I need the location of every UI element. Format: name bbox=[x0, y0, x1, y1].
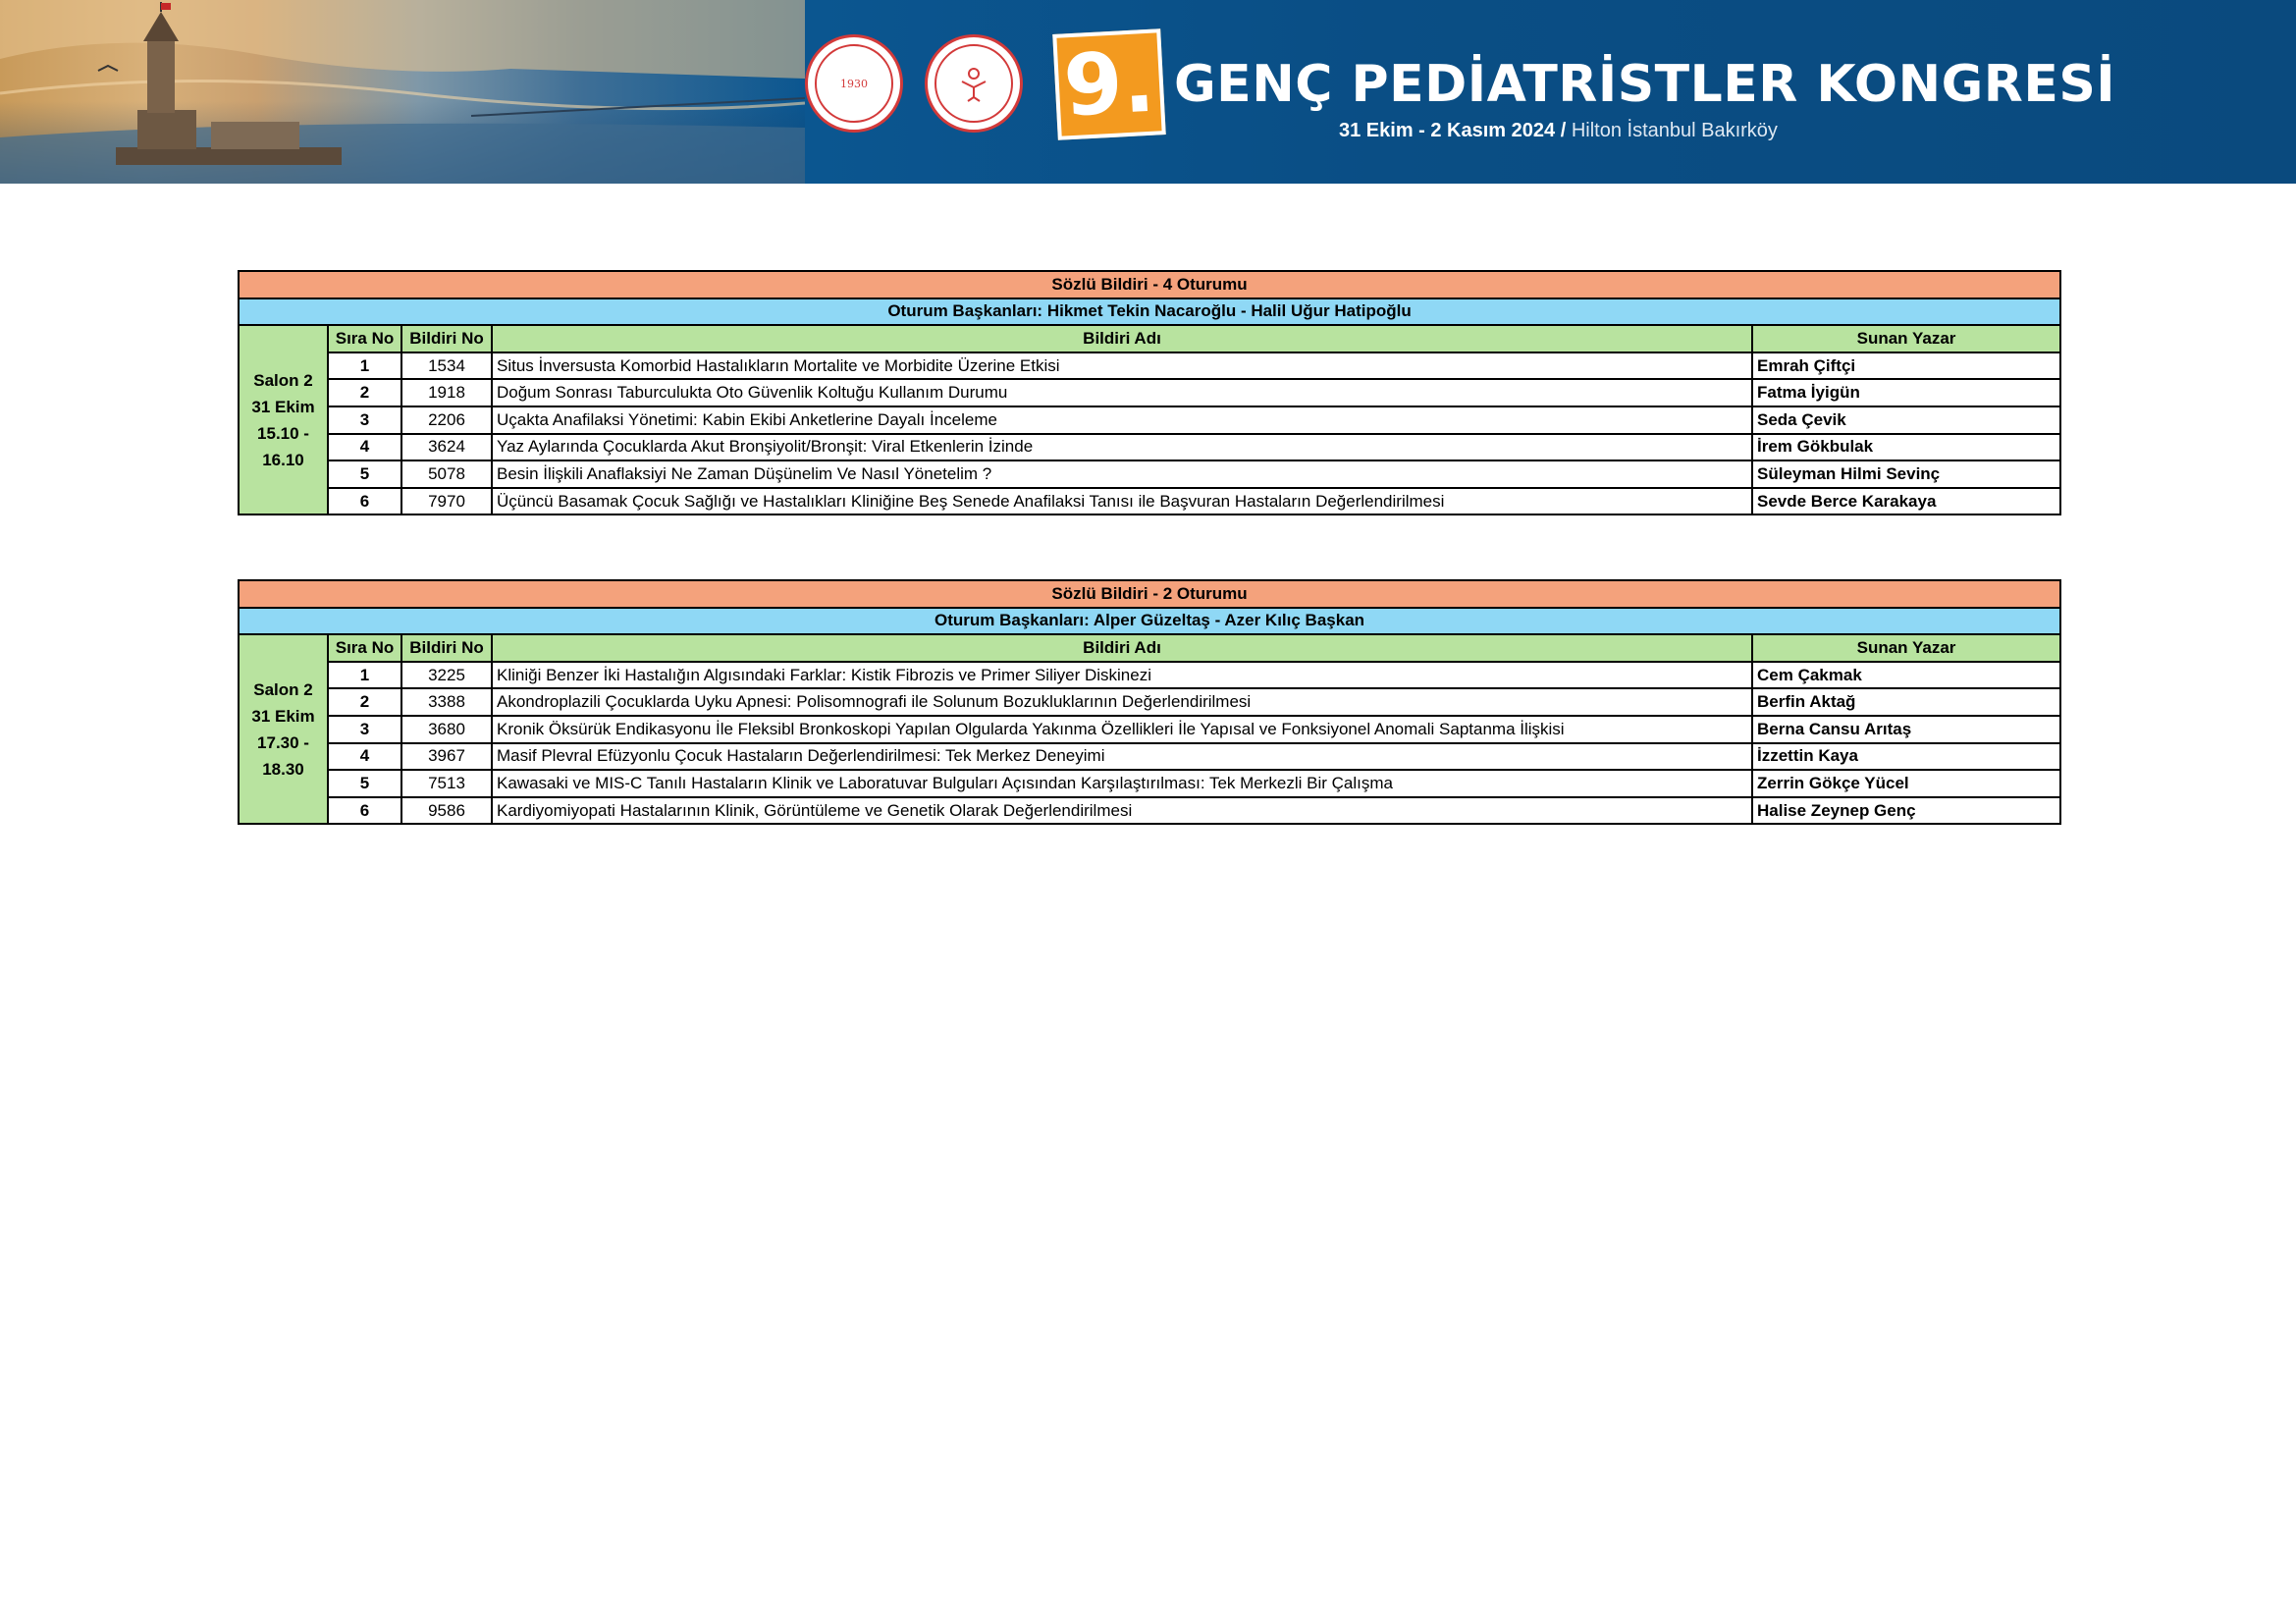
row-presenter: Cem Çakmak bbox=[1752, 662, 2060, 689]
row-order: 3 bbox=[328, 716, 401, 743]
table-row bbox=[239, 488, 2060, 515]
row-abstract-no: 3680 bbox=[401, 716, 492, 743]
congress-date: 31 Ekim - 2 Kasım 2024 bbox=[1339, 120, 1556, 141]
row-title: Kliniği Benzer İki Hastalığın Algısındaki Farklar: Kistik Fibrozis ve Primer Siliyer Diskinezi bbox=[492, 662, 1752, 689]
session-chairs: Oturum Başkanları: Hikmet Tekin Nacaroğlu - Halil Uğur Hatipoğlu bbox=[239, 298, 2060, 326]
turk-pediatri-kurumu-logo bbox=[805, 34, 903, 133]
session-table-2 bbox=[238, 579, 2061, 825]
congress-venue: Hilton İstanbul Bakırköy bbox=[1571, 120, 1778, 141]
row-abstract-no: 3225 bbox=[401, 662, 492, 689]
table-row bbox=[239, 406, 2060, 434]
session-time-end: 18.30 bbox=[262, 759, 304, 779]
row-abstract-no: 9586 bbox=[401, 797, 492, 825]
banner-photo-maidens-tower bbox=[0, 0, 805, 184]
session-table-1 bbox=[238, 270, 2061, 515]
table-row bbox=[239, 716, 2060, 743]
column-header-order: Sıra No bbox=[328, 325, 401, 352]
table-row bbox=[239, 379, 2060, 406]
session-day: 31 Ekim bbox=[251, 706, 315, 726]
room-name: Salon 2 bbox=[253, 679, 313, 699]
column-header-title: Bildiri Adı bbox=[492, 634, 1752, 662]
row-abstract-no: 1534 bbox=[401, 352, 492, 380]
row-order: 6 bbox=[328, 797, 401, 825]
column-header-abstract-no: Bildiri No bbox=[401, 325, 492, 352]
row-presenter: Sevde Berce Karakaya bbox=[1752, 488, 2060, 515]
logo-one-year: 1930 bbox=[840, 77, 868, 90]
table-row bbox=[239, 743, 2060, 771]
row-presenter: Zerrin Gökçe Yücel bbox=[1752, 770, 2060, 797]
congress-title: GENÇ PEDİATRİSTLER KONGRESİ bbox=[1174, 55, 2116, 114]
row-abstract-no: 5078 bbox=[401, 460, 492, 488]
row-order: 1 bbox=[328, 352, 401, 380]
row-abstract-no: 3624 bbox=[401, 434, 492, 461]
session-room-time bbox=[239, 325, 328, 514]
row-order: 3 bbox=[328, 406, 401, 434]
row-order: 2 bbox=[328, 379, 401, 406]
table-row bbox=[239, 770, 2060, 797]
session-title: Sözlü Bildiri - 4 Oturumu bbox=[239, 271, 2060, 298]
column-header-order: Sıra No bbox=[328, 634, 401, 662]
session-room-time bbox=[239, 634, 328, 824]
row-presenter: Emrah Çiftçi bbox=[1752, 352, 2060, 380]
row-presenter: İrem Gökbulak bbox=[1752, 434, 2060, 461]
column-header-abstract-no: Bildiri No bbox=[401, 634, 492, 662]
row-order: 2 bbox=[328, 688, 401, 716]
row-presenter: İzzettin Kaya bbox=[1752, 743, 2060, 771]
header-banner bbox=[0, 0, 2296, 184]
session-title: Sözlü Bildiri - 2 Oturumu bbox=[239, 580, 2060, 608]
table-row bbox=[239, 460, 2060, 488]
row-presenter: Berna Cansu Arıtaş bbox=[1752, 716, 2060, 743]
edition-number-badge: 9. bbox=[1052, 28, 1166, 140]
row-title: Akondroplazili Çocuklarda Uyku Apnesi: Polisomnografi ile Solunum Bozukluklarının Değerlendirilmesi bbox=[492, 688, 1752, 716]
table-row bbox=[239, 352, 2060, 380]
row-order: 5 bbox=[328, 460, 401, 488]
row-abstract-no: 7970 bbox=[401, 488, 492, 515]
date-venue-separator: / bbox=[1560, 120, 1567, 141]
row-abstract-no: 3388 bbox=[401, 688, 492, 716]
row-title: Üçüncü Basamak Çocuk Sağlığı ve Hastalıkları Kliniğine Beş Senede Anafilaksi Tanısı ile Başvuran Hastaların Değerlendirilmesi bbox=[492, 488, 1752, 515]
row-abstract-no: 2206 bbox=[401, 406, 492, 434]
row-presenter: Berfin Aktağ bbox=[1752, 688, 2060, 716]
row-presenter: Süleyman Hilmi Sevinç bbox=[1752, 460, 2060, 488]
column-header-presenter: Sunan Yazar bbox=[1752, 325, 2060, 352]
column-header-presenter: Sunan Yazar bbox=[1752, 634, 2060, 662]
row-abstract-no: 7513 bbox=[401, 770, 492, 797]
session-time-start: 15.10 - bbox=[257, 423, 309, 443]
session-time-end: 16.10 bbox=[262, 450, 304, 469]
row-title: Besin İlişkili Anaflaksiyi Ne Zaman Düşünelim Ve Nasıl Yönetelim ? bbox=[492, 460, 1752, 488]
row-presenter: Seda Çevik bbox=[1752, 406, 2060, 434]
row-presenter: Halise Zeynep Genç bbox=[1752, 797, 2060, 825]
maidens-tower-illustration bbox=[0, 0, 805, 184]
row-title: Uçakta Anafilaksi Yönetimi: Kabin Ekibi Anketlerine Dayalı İnceleme bbox=[492, 406, 1752, 434]
row-title: Kronik Öksürük Endikasyonu İle Fleksibl Bronkoskopi Yapılan Olgularda Yakınma Özellikleri İle Yapısal ve Fonksiyonel Anomali Saptanma İlişkisi bbox=[492, 716, 1752, 743]
session-time-start: 17.30 - bbox=[257, 732, 309, 752]
row-presenter: Fatma İyigün bbox=[1752, 379, 2060, 406]
row-title: Doğum Sonrası Taburculukta Oto Güvenlik Koltuğu Kullanım Durumu bbox=[492, 379, 1752, 406]
congress-subtitle bbox=[1339, 120, 1778, 142]
row-order: 4 bbox=[328, 434, 401, 461]
table-row bbox=[239, 434, 2060, 461]
row-abstract-no: 1918 bbox=[401, 379, 492, 406]
row-order: 5 bbox=[328, 770, 401, 797]
session-chairs: Oturum Başkanları: Alper Güzeltaş - Azer Kılıç Başkan bbox=[239, 608, 2060, 635]
row-title: Kawasaki ve MIS-C Tanılı Hastaların Klinik ve Laboratuvar Bulguları Açısından Karşılaştırılması: Tek Merkezli Bir Çalışma bbox=[492, 770, 1752, 797]
children-figure-icon bbox=[954, 64, 993, 103]
row-title: Yaz Aylarında Çocuklarda Akut Bronşiyolit/Bronşit: Viral Etkenlerin İzinde bbox=[492, 434, 1752, 461]
row-order: 6 bbox=[328, 488, 401, 515]
row-order: 4 bbox=[328, 743, 401, 771]
table-row bbox=[239, 797, 2060, 825]
table-row bbox=[239, 662, 2060, 689]
row-title: Kardiyomiyopati Hastalarının Klinik, Görüntüleme ve Genetik Olarak Değerlendirilmesi bbox=[492, 797, 1752, 825]
room-name: Salon 2 bbox=[253, 370, 313, 390]
table-row bbox=[239, 688, 2060, 716]
row-title: Masif Plevral Efüzyonlu Çocuk Hastaların Değerlendirilmesi: Tek Merkez Deneyimi bbox=[492, 743, 1752, 771]
column-header-title: Bildiri Adı bbox=[492, 325, 1752, 352]
genc-pediatristler-logo bbox=[925, 34, 1023, 133]
row-title: Situs İnversusta Komorbid Hastalıkların Mortalite ve Morbidite Üzerine Etkisi bbox=[492, 352, 1752, 380]
row-abstract-no: 3967 bbox=[401, 743, 492, 771]
row-order: 1 bbox=[328, 662, 401, 689]
session-day: 31 Ekim bbox=[251, 397, 315, 416]
